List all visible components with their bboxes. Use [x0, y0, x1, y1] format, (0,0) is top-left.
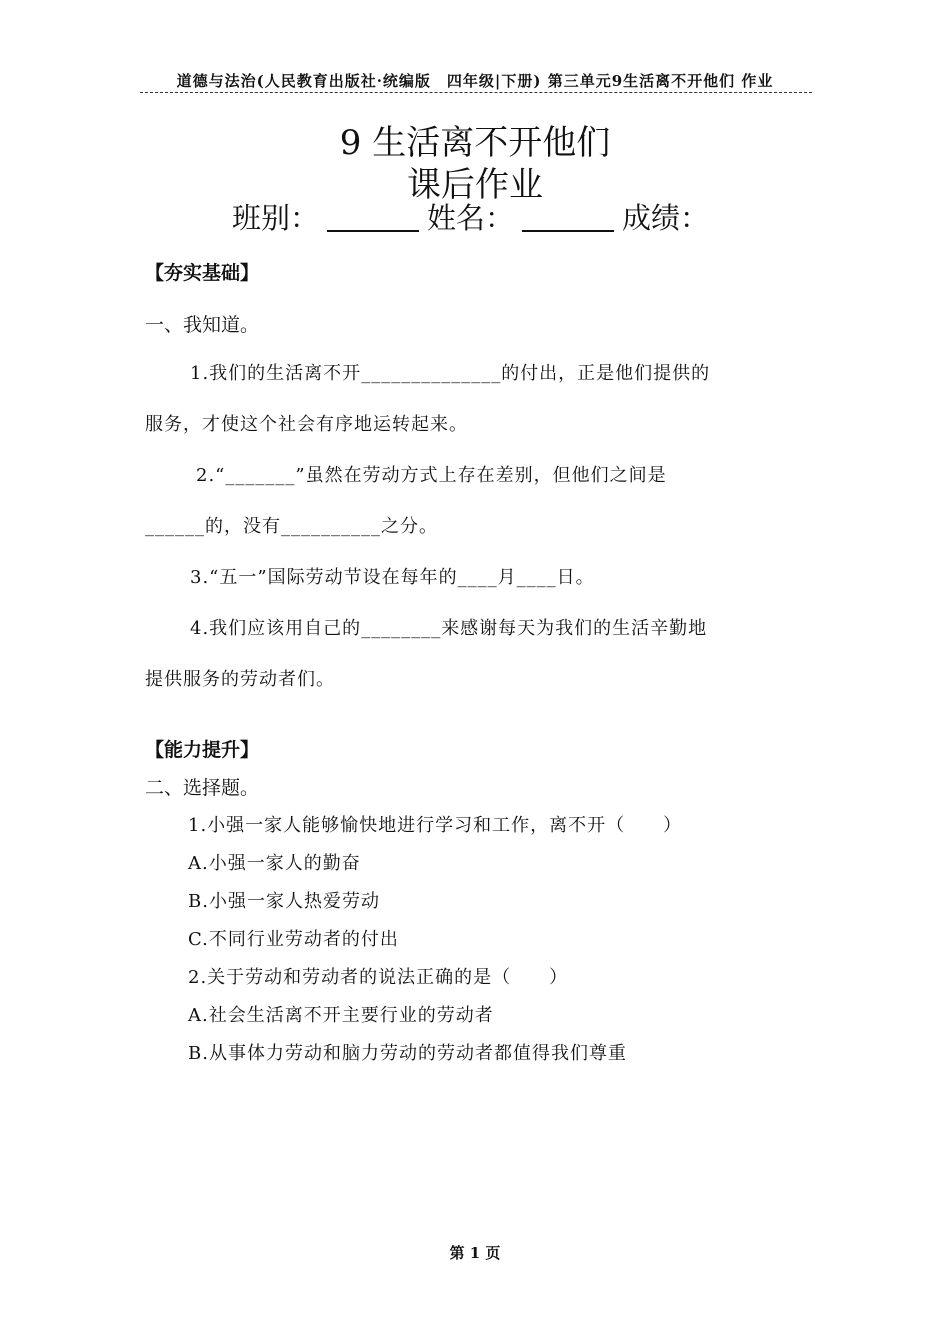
score-label: 成绩： [622, 201, 710, 235]
choice-1-option-b[interactable]: B.小强一家人热爱劳动 [188, 891, 380, 912]
q2-text-b: ”虽然在劳动方式上存在差别，但他们之间是 [295, 465, 667, 486]
page-header: 道德与法治(人民教育出版社·统编版 四年级|下册) 第三单元9生活离不开他们 作业 [176, 72, 774, 90]
q4-text-a: 4.我们应该用自己的 [190, 618, 362, 639]
section-subheading-choice: 二、选择题。 [145, 777, 260, 799]
page-subtitle: 课后作业 [407, 165, 543, 205]
question-2-line1 [196, 461, 667, 487]
q2-blank-1[interactable]: _______ [225, 465, 296, 486]
q3-text-b: 月 [497, 567, 517, 588]
question-1-line2: 服务，才使这个社会有序地运转起来。 [145, 414, 468, 435]
q2-text-d: 之分。 [381, 516, 438, 537]
q4-text-b: 来感谢每天为我们的生活辛勤地 [441, 618, 708, 639]
q1-text-b: 的付出，正是他们提供的 [501, 363, 711, 384]
student-info-line [232, 196, 709, 237]
question-4-line1 [190, 614, 707, 640]
q2-blank-3[interactable]: __________ [281, 516, 381, 537]
class-field[interactable] [327, 200, 419, 232]
q1-text-a: 1.我们的生活离不开 [190, 363, 362, 384]
choice-question-2: 2.关于劳动和劳动者的说法正确的是（ ） [188, 967, 569, 988]
q3-blank-month[interactable]: ____ [457, 567, 498, 588]
class-label: 班别： [232, 201, 320, 235]
q1-blank[interactable]: ______________ [361, 363, 502, 384]
q2-blank-2[interactable]: ______ [145, 516, 205, 537]
question-2-line2 [145, 512, 438, 538]
choice-1-option-c[interactable]: C.不同行业劳动者的付出 [188, 929, 399, 950]
choice-2-option-b[interactable]: B.从事体力劳动和脑力劳动的劳动者都值得我们尊重 [188, 1043, 627, 1064]
choice-question-1: 1.小强一家人能够愉快地进行学习和工作，离不开（ ） [188, 815, 683, 836]
page-title: 9 生活离不开他们 [339, 123, 611, 163]
section-heading-basics: 【夯实基础】 [145, 262, 260, 284]
header-divider [140, 92, 812, 93]
q2-text-a: 2.“ [196, 465, 226, 486]
choice-1-option-a[interactable]: A.小强一家人的勤奋 [188, 853, 361, 874]
q4-blank[interactable]: ________ [361, 618, 442, 639]
question-4-line2: 提供服务的劳动者们。 [145, 669, 335, 690]
question-1-line1 [190, 359, 710, 385]
q3-text-a: 3.“五一”国际劳动节设在每年的 [190, 567, 458, 588]
page-number: 第 1 页 [449, 1244, 501, 1262]
q2-text-c: 的，没有 [205, 516, 281, 537]
name-field[interactable] [522, 200, 614, 232]
q3-text-c: 日。 [556, 567, 595, 588]
section-subheading-know: 一、我知道。 [145, 314, 260, 336]
section-heading-advanced: 【能力提升】 [145, 739, 260, 761]
name-label: 姓名： [427, 201, 515, 235]
q3-blank-day[interactable]: ____ [516, 567, 557, 588]
question-3 [190, 563, 595, 589]
choice-2-option-a[interactable]: A.社会生活离不开主要行业的劳动者 [188, 1005, 494, 1026]
